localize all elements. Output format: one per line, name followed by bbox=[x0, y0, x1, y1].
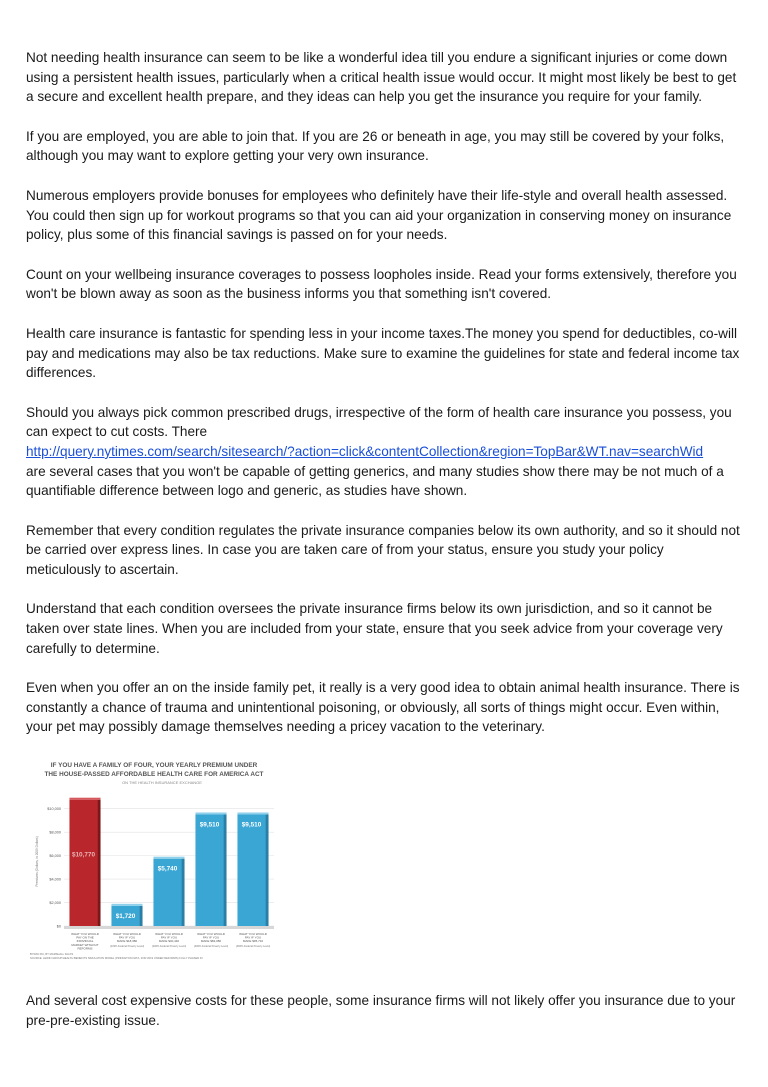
chart-data-label: $5,740 bbox=[157, 865, 178, 873]
chart-source-note: SOURCE: LEWIN GROUP/HEALTH BENEFITS SIMULATION MODEL (PRINCETON DATA, FOR 2019 UNDER REFORMS) FULLY PHASED IN bbox=[30, 957, 203, 961]
chart-bar bbox=[237, 815, 265, 927]
chart-x-tick-note: (200% Federal Poverty Level) bbox=[151, 944, 187, 948]
premium-chart-figure bbox=[28, 757, 280, 965]
chart-y-tick-label: $2,000 bbox=[49, 901, 61, 906]
paragraph-3: Numerous employers provide bonuses for employees who definitely have their life-style and overall health assessed. You could then sign up for workout programs so that you can aid your organization in conserving money on insurance policy, plus some of this financial savings is passed on for your needs. bbox=[26, 187, 732, 243]
chart-y-tick-label: $8,000 bbox=[49, 830, 61, 835]
chart-bar bbox=[195, 815, 223, 927]
chart-x-tick-note: (400% Federal Poverty Level) bbox=[193, 944, 229, 948]
premium-bar-chart bbox=[28, 757, 280, 965]
chart-y-tick-label: $10,000 bbox=[47, 807, 61, 812]
chart-bar-top bbox=[153, 857, 184, 859]
chart-bar-top bbox=[195, 813, 226, 815]
chart-x-tick-note: (133% Federal Poverty Level) bbox=[109, 944, 145, 948]
chart-bar-side bbox=[98, 800, 101, 926]
paragraph-generics bbox=[26, 403, 742, 501]
chart-bar-side bbox=[182, 859, 185, 926]
chart-floor bbox=[64, 926, 274, 929]
chart-data-label: $10,770 bbox=[71, 851, 96, 859]
chart-subtitle: ON THE HEALTH INSURANCE EXCHANGE bbox=[122, 780, 202, 786]
chart-bar-side bbox=[266, 815, 269, 927]
paragraph-4: Count on your wellbeing insurance coverages to possess loopholes inside. Read your forms extensively, therefore you won't be blown away as soon as the business informs you that something isn't covered. bbox=[26, 266, 737, 302]
chart-x-tick-label: WHAT YOU WOULD PAY IF YOU MAKE $18,380 bbox=[113, 932, 141, 944]
chart-x-tick-label: WHAT YOU WOULD PAY IF YOU MAKE $82,080 bbox=[197, 932, 225, 944]
generics-text-before: Should you always pick common prescribed drugs, irrespective of the form of health care insurance you possess, you can expect to cut costs. There bbox=[26, 404, 732, 440]
chart-bar bbox=[69, 800, 97, 926]
paragraph-2: If you are employed, you are able to join that. If you are 26 or beneath in age, you may still be covered by your folks, although you may want to explore getting your very own insurance. bbox=[26, 128, 725, 164]
chart-x-tick-label: WHAT YOU WOULD PAY IF YOU MAKE $95,710 bbox=[239, 932, 267, 944]
article-body bbox=[26, 48, 742, 1030]
chart-y-tick-label: $6,000 bbox=[49, 854, 61, 859]
chart-title-line-2: THE HOUSE-PASSED AFFORDABLE HEALTH CARE FOR AMERICA ACT bbox=[44, 771, 264, 779]
chart-data-label: $1,720 bbox=[115, 912, 136, 920]
chart-bar-top bbox=[69, 798, 100, 800]
nytimes-search-link[interactable]: http://query.nytimes.com/search/sitesearch/?action=click&contentCollection&region=TopBar&WT.nav=searchWid bbox=[26, 443, 704, 459]
chart-bar-side bbox=[140, 906, 143, 926]
chart-x-tick-label: WHAT YOU WOULD PAY ON THE INDIVIDUAL MARKET WITHOUT REFORMS bbox=[71, 932, 99, 951]
paragraph-1: Not needing health insurance can seem to be like a wonderful idea till you endure a significant injuries or come down using a persistent health issues, particularly when a critical health issue would occur. It might most likely be best to get a secure and excellent health prepare, and they ideas can help you get the insurance you require for your family. bbox=[26, 50, 737, 105]
paragraph-6: Remember that every condition regulates the private insurance companies below its own authority, and so it should not be carried over express lines. In case you are taken care of from your status, ensure you study your policy meticulously to ascertain. bbox=[26, 522, 740, 577]
chart-data-label: $9,510 bbox=[241, 821, 262, 829]
chart-source-note: BYRAN RU, BY MARSHALL FALKS bbox=[30, 953, 74, 957]
chart-x-tick-label: WHAT YOU WOULD PAY IF YOU MAKE $40,440 bbox=[155, 932, 183, 944]
chart-title-line-1: IF YOU HAVE A FAMILY OF FOUR, YOUR YEARLY PREMIUM UNDER bbox=[50, 762, 258, 770]
chart-data-label: $9,510 bbox=[199, 821, 220, 829]
chart-bar-top bbox=[237, 813, 268, 815]
chart-y-tick-label: $4,000 bbox=[49, 877, 61, 882]
paragraph-8: Even when you offer an on the inside family pet, it really is a very good idea to obtain animal health insurance. There is constantly a chance of trauma and unintentional poisoning, or obviously, all sorts of things might occur. Even within, your pet may possibly damage themselves needing a pricey vacation to the veterinary. bbox=[26, 680, 740, 735]
paragraph-5: Health care insurance is fantastic for spending less in your income taxes.The money you spend for deductibles, co-will pay and medications may also be tax reductions. Make sure to examine the guidelines for state and federal income tax differences. bbox=[26, 325, 740, 381]
generics-text-after: are several cases that you won't be capable of getting generics, and many studies show there may be not much of a quantifiable difference between logo and generic, as studies have shown. bbox=[26, 463, 724, 499]
chart-bar-top bbox=[111, 904, 142, 906]
paragraph-7: Understand that each condition oversees the private insurance firms below its own jurisdiction, and so it cannot be taken over state lines. When you are included from your state, ensure that you seek advice from your coverage very carefully to determine. bbox=[26, 601, 723, 656]
chart-y-tick-label: $0 bbox=[56, 924, 61, 929]
chart-x-tick-note: (466% Federal Poverty Level) bbox=[235, 944, 271, 948]
chart-y-axis-label: Premiums (Dollars, in 2009 Dollars) bbox=[35, 836, 39, 887]
closing-paragraph: And several cost expensive costs for these people, some insurance firms will not likely offer you insurance due to your pre-pre-existing issue. bbox=[26, 993, 736, 1028]
chart-bar-side bbox=[224, 815, 227, 927]
